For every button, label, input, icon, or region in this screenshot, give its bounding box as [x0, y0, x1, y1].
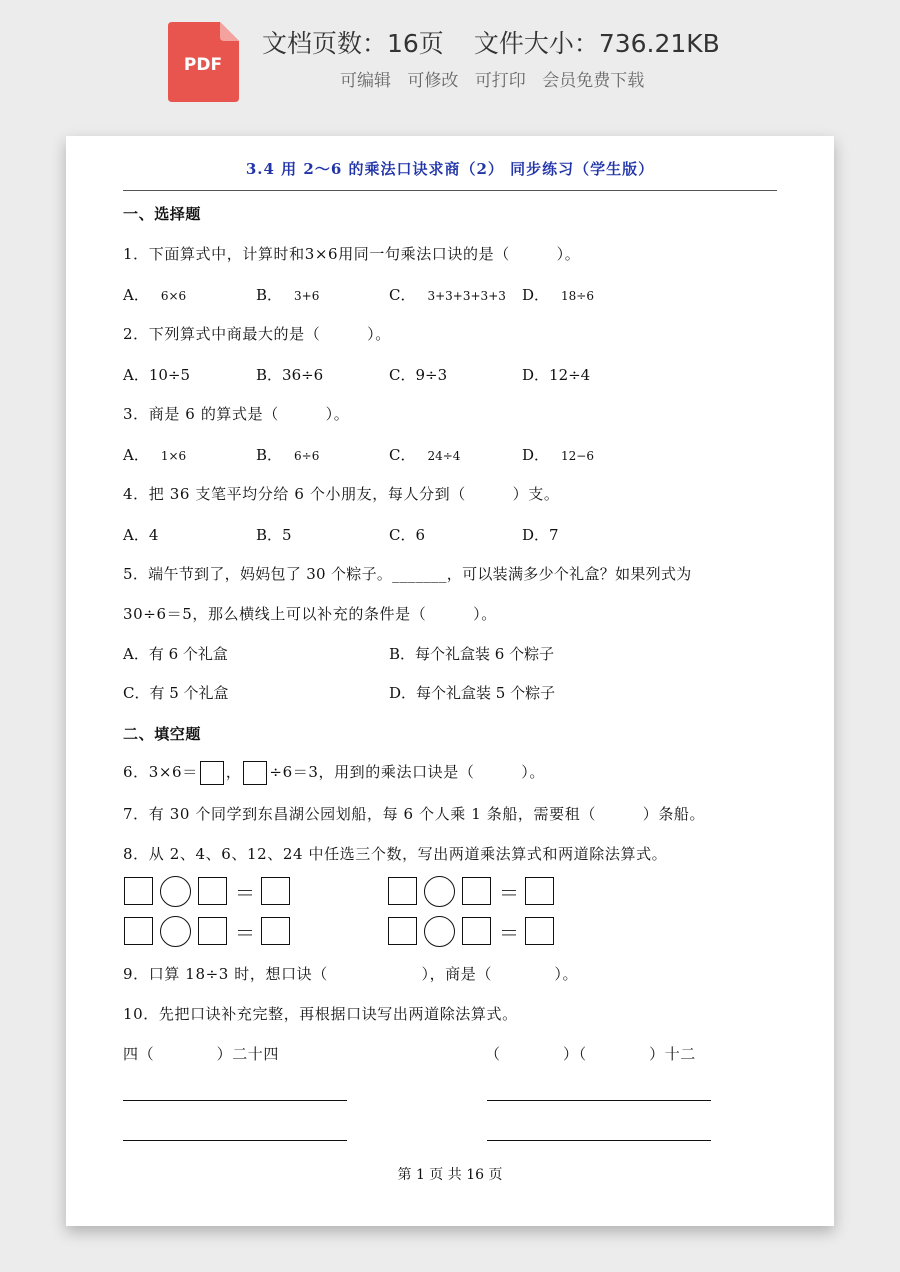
document-title: 3.4 用 2～6 的乘法口诀求商（2） 同步练习（学生版）	[245, 160, 655, 178]
q2-option-b: B．36÷6	[256, 366, 324, 384]
q4-option-a: A．4	[123, 526, 159, 544]
q2-option-c: C．9÷3	[389, 366, 448, 384]
feature-list	[340, 66, 655, 91]
feature-editable: 可编辑	[340, 71, 391, 91]
square-blank	[124, 917, 153, 945]
q4-option-d: D．7	[522, 526, 559, 544]
answer-box	[243, 761, 267, 785]
question-3: 3．商是 6 的算式是（ ）。	[123, 405, 350, 423]
q3-option-d: D． 12−6	[522, 446, 594, 464]
pdf-file-icon	[168, 22, 239, 102]
section-choice-heading: 一、选择题	[123, 205, 202, 223]
question-8: 8．从 2、4、6、12、24 中任选三个数，写出两道乘法算式和两道除法算式。	[123, 845, 668, 863]
q2-option-d: D．12÷4	[522, 366, 591, 384]
operator-circle	[424, 916, 455, 947]
square-blank	[261, 917, 290, 945]
answer-box	[200, 761, 224, 785]
operator-circle	[160, 916, 191, 947]
page-footer: 第 1 页 共 16 页	[397, 1167, 503, 1183]
square-blank	[261, 877, 290, 905]
feature-printable: 可打印	[474, 71, 526, 91]
file-info	[262, 24, 782, 60]
operator-circle	[424, 876, 455, 907]
question-10: 10．先把口诀补充完整，再根据口诀写出两道除法算式。	[123, 1005, 518, 1023]
question-5-line2: 30÷6＝5，那么横线上可以补充的条件是（ ）。	[123, 605, 497, 623]
q4-option-c: C．6	[389, 526, 426, 544]
q3-option-a: A． 1×6	[123, 446, 187, 464]
square-blank	[462, 917, 491, 945]
q3-option-b: B． 6÷6	[256, 446, 320, 464]
question-1: 1．下面算式中，计算时和3×6用同一句乘法口诀的是（ ）。	[123, 245, 581, 263]
document-page	[66, 136, 834, 1226]
q10-left-rhyme: 四（ ）二十四	[123, 1045, 280, 1063]
q1-option-d: D． 18÷6	[522, 286, 594, 304]
question-5-line1: 5．端午节到了，妈妈包了 30 个粽子。_______，可以装满多少个礼盒？如果列式为	[123, 565, 692, 583]
q1-option-a: A． 6×6	[123, 286, 187, 304]
square-blank	[525, 877, 554, 905]
question-2: 2．下列算式中商最大的是（ ）。	[123, 325, 391, 343]
square-blank	[388, 917, 417, 945]
pdf-icon-label: PDF	[183, 55, 223, 75]
section-fill-heading: 二、填空题	[123, 725, 202, 743]
answer-line	[123, 1140, 347, 1141]
question-6: 6．3×6＝ ， ÷6＝3，用到的乘法口诀是（ ）。	[123, 761, 545, 785]
q5-option-c: C．有 5 个礼盒	[123, 684, 229, 702]
square-blank	[462, 877, 491, 905]
q1-option-c: C． 3+3+3+3+3	[389, 286, 506, 304]
equals-sign: ＝	[235, 881, 255, 905]
q1-option-b: B． 3+6	[256, 286, 320, 304]
file-size: 文件大小：736.21KB	[473, 29, 720, 58]
equals-sign: ＝	[499, 881, 519, 905]
answer-line	[487, 1140, 711, 1141]
question-9: 9．口算 18÷3 时，想口诀（ ），商是（ ）。	[123, 965, 579, 983]
answer-line	[123, 1100, 347, 1101]
operator-circle	[160, 876, 191, 907]
square-blank	[388, 877, 417, 905]
answer-line	[487, 1100, 711, 1101]
square-blank	[124, 877, 153, 905]
equals-sign: ＝	[499, 921, 519, 945]
page-count: 文档页数：16页	[262, 29, 444, 58]
feature-modifiable: 可修改	[407, 71, 459, 91]
feature-member-download: 会员免费下载	[542, 71, 645, 91]
q3-option-c: C． 24÷4	[389, 446, 461, 464]
square-blank	[198, 917, 227, 945]
title-divider	[123, 190, 777, 191]
q5-option-b: B．每个礼盒装 6 个粽子	[389, 645, 555, 663]
square-blank	[198, 877, 227, 905]
question-7: 7．有 30 个同学到东昌湖公园划船，每 6 个人乘 1 条船，需要租（ ）条船。	[123, 805, 706, 823]
q10-right-rhyme: （ ）（ ）十二	[485, 1045, 696, 1063]
equals-sign: ＝	[235, 921, 255, 945]
q4-option-b: B．5	[256, 526, 292, 544]
q5-option-a: A．有 6 个礼盒	[123, 645, 228, 663]
q2-option-a: A．10÷5	[123, 366, 191, 384]
question-4: 4．把 36 支笔平均分给 6 个小朋友，每人分到（ ）支。	[123, 485, 560, 503]
square-blank	[525, 917, 554, 945]
q5-option-d: D．每个礼盒装 5 个粽子	[389, 684, 556, 702]
